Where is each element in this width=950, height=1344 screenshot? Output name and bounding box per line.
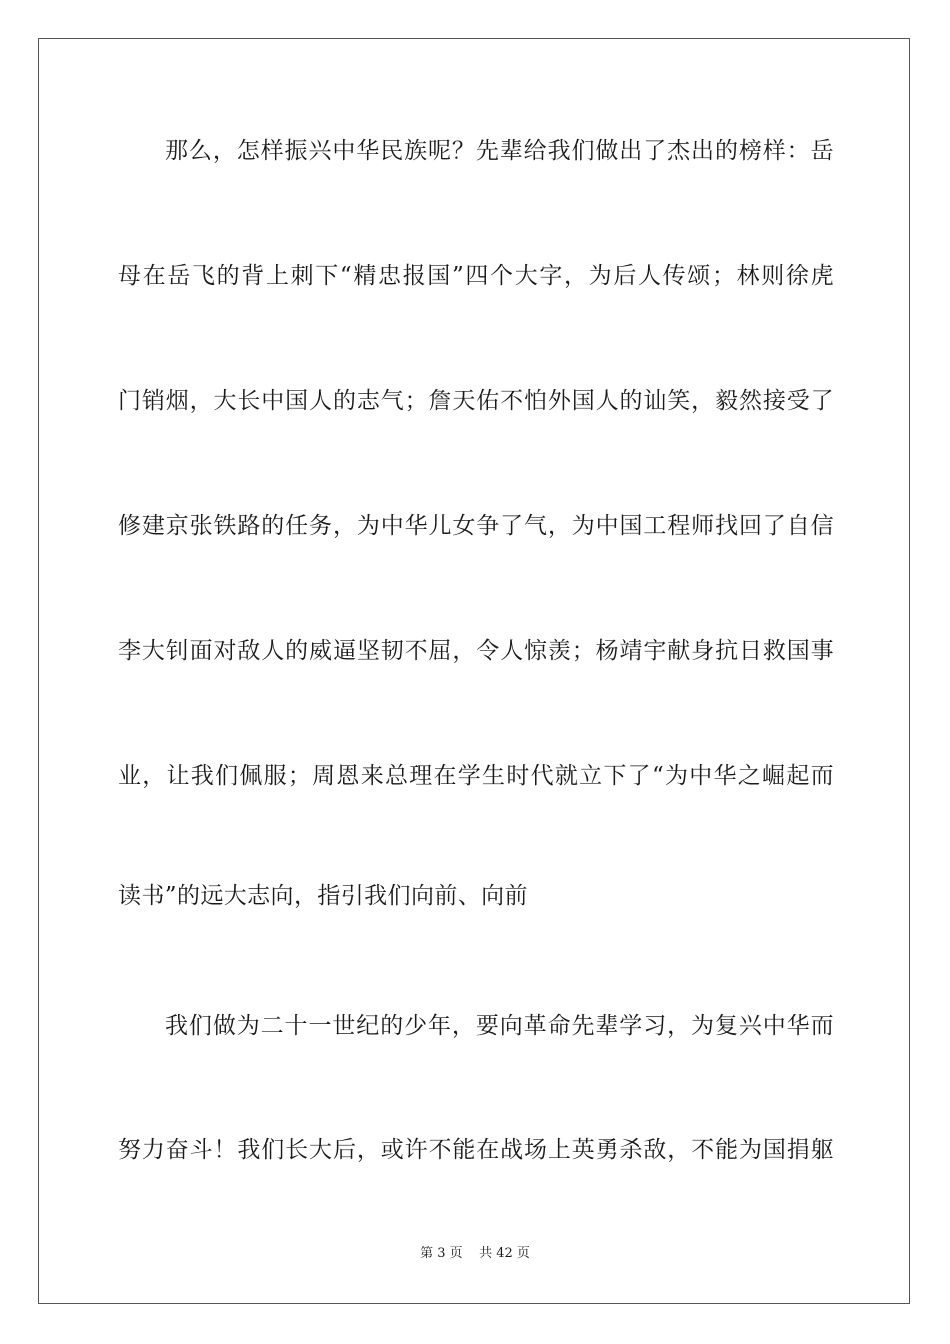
paragraph-1-line-6: 业，让我们佩服；周恩来总理在学生时代就立下了“为中华之崛起而 — [118, 763, 834, 789]
paragraph-1-line-7: 读书”的远大志向，指引我们向前、向前 — [118, 883, 528, 909]
paragraph-1-line-4: 修建京张铁路的任务，为中华儿女争了气，为中国工程师找回了自信 — [118, 513, 834, 539]
page-number-footer: 第 3 页 共 42 页 — [420, 1246, 530, 1261]
paragraph-1-line-1: 那么，怎样振兴中华民族呢？先辈给我们做出了杰出的榜样：岳 — [165, 138, 834, 164]
paragraph-2-line-1: 我们做为二十一世纪的少年，要向革命先辈学习，为复兴中华而 — [165, 1013, 834, 1039]
page-border — [38, 38, 910, 1304]
paragraph-1-line-3: 门销烟，大长中国人的志气；詹天佑不怕外国人的讪笑，毅然接受了 — [118, 388, 834, 414]
paragraph-1-line-2: 母在岳飞的背上刺下“精忠报国”四个大字，为后人传颂；林则徐虎 — [118, 263, 834, 289]
paragraph-2-line-2: 努力奋斗！我们长大后，或许不能在战场上英勇杀敌，不能为国捐躯 — [118, 1137, 834, 1163]
paragraph-1-line-5: 李大钊面对敌人的威逼坚韧不屈，令人惊羡；杨靖宇献身抗日救国事 — [118, 638, 834, 664]
